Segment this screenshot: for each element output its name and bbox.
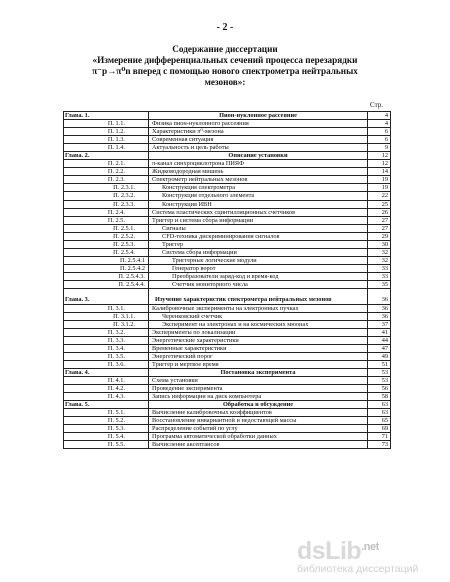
toc-title: Триггер и мертвое время [149,360,368,368]
toc-page: 19 [368,184,391,192]
toc-title: Эксперимент на электронах и на космических мюонах [149,320,368,328]
toc-page: 41 [368,328,391,336]
toc-number: П. 2.5.4.1 [64,256,149,264]
toc-page: 49 [368,352,391,360]
toc-entry-row [64,264,391,272]
toc-title: Энергетические характеристики [149,336,368,344]
watermark-subtitle: библиотека диссертаций [297,563,419,575]
toc-title: Конструкция отдельного элемента [149,192,368,200]
toc-entry-row [64,216,391,224]
toc-page: 58 [368,393,391,401]
toc-entry-row [64,192,391,200]
toc-entry-row [64,441,391,449]
logo-suffix: .net [361,541,379,553]
toc-page: 63 [368,401,391,409]
toc-number: П. 5.5. [64,441,149,449]
toc-entry-row [64,144,391,152]
toc-title: Временные характеристики [149,344,368,352]
toc-entry-row [64,136,391,144]
toc-chapter-row [64,289,391,305]
toc-number: П. 5.2. [64,417,149,425]
toc-entry-row [64,248,391,256]
toc-page: 71 [368,433,391,441]
toc-entry-row [64,176,391,184]
toc-page: 22 [368,192,391,200]
toc-number: Глава. 1. [64,112,149,120]
toc-number: П. 2.5.4.3. [64,272,149,280]
toc-title: Пион-нуклонное рассеяние [149,112,368,120]
toc-page: 9 [368,144,391,152]
toc-title: Черенковский счетчик [149,312,368,320]
toc-entry-row [64,184,391,192]
logo-main: dsLib [297,537,362,565]
toc-page: 51 [368,360,391,368]
toc-number: Глава. 4. [64,368,149,376]
table-of-contents [63,111,391,449]
toc-chapter-row [64,152,391,160]
toc-entry-row [64,280,391,288]
toc-entry-row [64,336,391,344]
toc-page: 53 [368,368,391,376]
toc-page: 69 [368,425,391,433]
toc-page: 29 [368,232,391,240]
toc-page: 12 [368,160,391,168]
toc-number: П. 3.1. [64,304,149,312]
dslib-logo [297,535,379,564]
toc-entry-row [64,208,391,216]
toc-number: П. 2.1. [64,160,149,168]
toc-entry-row [64,272,391,280]
toc-title: Генератор ворот [149,264,368,272]
toc-title: Распределение событий по углу [149,425,368,433]
toc-number: П. 2.3. [64,176,149,184]
toc-page: 6 [368,136,391,144]
toc-page: 33 [368,264,391,272]
title-line: «Измерение дифференциальных сечений процесса перезарядки [92,55,358,65]
toc-title: Схема установки [149,376,368,384]
toc-entry-row [64,433,391,441]
toc-title: Калибровочные эксперименты на электронных пучках [149,304,368,312]
toc-title: Сигналы [149,224,368,232]
toc-title: π-канал синхроциклотрона ПИЯФ [149,160,368,168]
toc-number: П. 2.5. [64,216,149,224]
toc-title: CFD-техника дискриминирования сигналов [149,232,368,240]
toc-page: 33 [368,272,391,280]
toc-page: 37 [368,320,391,328]
toc-entry-row [64,393,391,401]
toc-title: Система сбора информации [149,248,368,256]
toc-chapter-row [64,112,391,120]
toc-number: П. 2.5.1. [64,224,149,232]
toc-page: 35 [368,280,391,288]
toc-chapter-row [64,401,391,409]
toc-chapter-row [64,368,391,376]
toc-title: Изучение характеристик спектрометра нейтральных мезонов [149,289,368,305]
dslib-watermark [297,535,419,575]
toc-page: 32 [368,248,391,256]
toc-number: П. 5.3. [64,425,149,433]
toc-title: Счетчик мониторного числа [149,280,368,288]
toc-entry-row [64,256,391,264]
toc-page: 63 [368,409,391,417]
toc-number: П. 5.4. [64,433,149,441]
toc-page: 4 [368,120,391,128]
toc-entry-row [64,232,391,240]
toc-entry-row [64,376,391,384]
toc-title: Вычисление аксептансов [149,441,368,449]
toc-entry-row [64,352,391,360]
toc-entry-row [64,360,391,368]
toc-number: П. 3.2. [64,328,149,336]
toc-title: Конструкция спектрометра [149,184,368,192]
toc-title: Жидководородная мишень [149,168,368,176]
toc-title: Актуальность и цель работы [149,144,368,152]
toc-page: 26 [368,208,391,216]
toc-title: Характеристики π⁰-мезона [149,128,368,136]
toc-page: 44 [368,336,391,344]
toc-title: Эксперименты по локализации [149,328,368,336]
toc-number: П. 4.1. [64,376,149,384]
toc-title: Восстановление инвариантной и недостающей массы [149,417,368,425]
toc-number: П. 2.5.2. [64,232,149,240]
toc-number: П. 2.5.4.2 [64,264,149,272]
title-line: Содержание диссертации [172,44,278,54]
toc-page: 12 [368,152,391,160]
toc-page: 36 [368,289,391,305]
toc-title: Запись информации на диск компьютера [149,393,368,401]
toc-number: П. 3.5. [64,352,149,360]
title-line: π⁻p→π⁰n вперед с помощью нового спектрометра нейтральных [92,66,358,76]
toc-number: П. 3.6. [64,360,149,368]
toc-number: П. 3.1.1. [64,312,149,320]
toc-number: Глава. 2. [64,152,149,160]
toc-page: 27 [368,224,391,232]
toc-entry-row [64,344,391,352]
toc-title: Триггер [149,240,368,248]
toc-number: П. 2.2. [64,168,149,176]
toc-number: П. 1.2. [64,128,149,136]
toc-entry-row [64,168,391,176]
toc-number: П. 5.1. [64,409,149,417]
toc-number: П. 2.3.1. [64,184,149,192]
toc-title: Программа автоматической обработки данных [149,433,368,441]
toc-number: Глава. 3. [64,289,149,305]
document-title [60,44,390,88]
toc-entry-row [64,200,391,208]
toc-title: Триггерные логические модули [149,256,368,264]
toc-title: Система пластических сцинтилляционных счетчиков [149,208,368,216]
toc-number: П. 4.3. [64,393,149,401]
title-line: мезонов»: [204,77,246,87]
toc-number: П. 2.5.4.4. [64,280,149,288]
toc-page: 56 [368,385,391,393]
toc-entry-row [64,312,391,320]
toc-title: Описание установки [149,152,368,160]
toc-title: Триггер и система сбора информации [149,216,368,224]
toc-number: П. 2.3.3. [64,200,149,208]
toc-title: Обработка и обсуждение [149,401,368,409]
toc-title: Энергетический порог [149,352,368,360]
pages-column-header: Стр. [370,101,383,109]
toc-number: П. 2.4. [64,208,149,216]
toc-entry-row [64,320,391,328]
toc-number: П. 2.5.3. [64,240,149,248]
toc-entry-row [64,425,391,433]
toc-page: 36 [368,312,391,320]
toc-entry-row [64,128,391,136]
toc-title: Современная ситуация [149,136,368,144]
toc-entry-row [64,304,391,312]
toc-entry-row [64,328,391,336]
toc-page: 4 [368,112,391,120]
toc-entry-row [64,240,391,248]
toc-number: Глава. 5. [64,401,149,409]
toc-number: П. 3.1.2. [64,320,149,328]
toc-title: Спектрометр нейтральных мезонов [149,176,368,184]
toc-number: П. 1.1. [64,120,149,128]
toc-title: Физика пион-нуклонного рассеяния [149,120,368,128]
toc-entry-row [64,417,391,425]
toc-page: 47 [368,344,391,352]
toc-page: 25 [368,200,391,208]
toc-page: 73 [368,441,391,449]
toc-page: 6 [368,128,391,136]
toc-entry-row [64,120,391,128]
toc-page: 14 [368,168,391,176]
toc-title: Преобразователи заряд-код и время-код [149,272,368,280]
toc-page: 30 [368,240,391,248]
toc-entry-row [64,160,391,168]
toc-page: 53 [368,376,391,384]
toc-title: Вычисление калибровочных коэффициентов [149,409,368,417]
toc-title: Проведение эксперимента [149,385,368,393]
toc-entry-row [64,224,391,232]
toc-number: П. 2.3.2. [64,192,149,200]
toc-page: 27 [368,216,391,224]
toc-number: П. 1.4. [64,144,149,152]
toc-number: П. 4.2. [64,385,149,393]
page-number: - 2 - [216,22,234,33]
toc-title: Конструкция ИВН [149,200,368,208]
toc-entry-row [64,409,391,417]
toc-entry-row [64,385,391,393]
toc-page: 36 [368,304,391,312]
toc-title: Постановка эксперимента [149,368,368,376]
toc-page: 32 [368,256,391,264]
toc-page: 65 [368,417,391,425]
toc-number: П. 3.4. [64,344,149,352]
toc-number: П. 1.3. [64,136,149,144]
toc-page: 19 [368,176,391,184]
toc-number: П. 2.5.4. [64,248,149,256]
toc-number: П. 3.3. [64,336,149,344]
